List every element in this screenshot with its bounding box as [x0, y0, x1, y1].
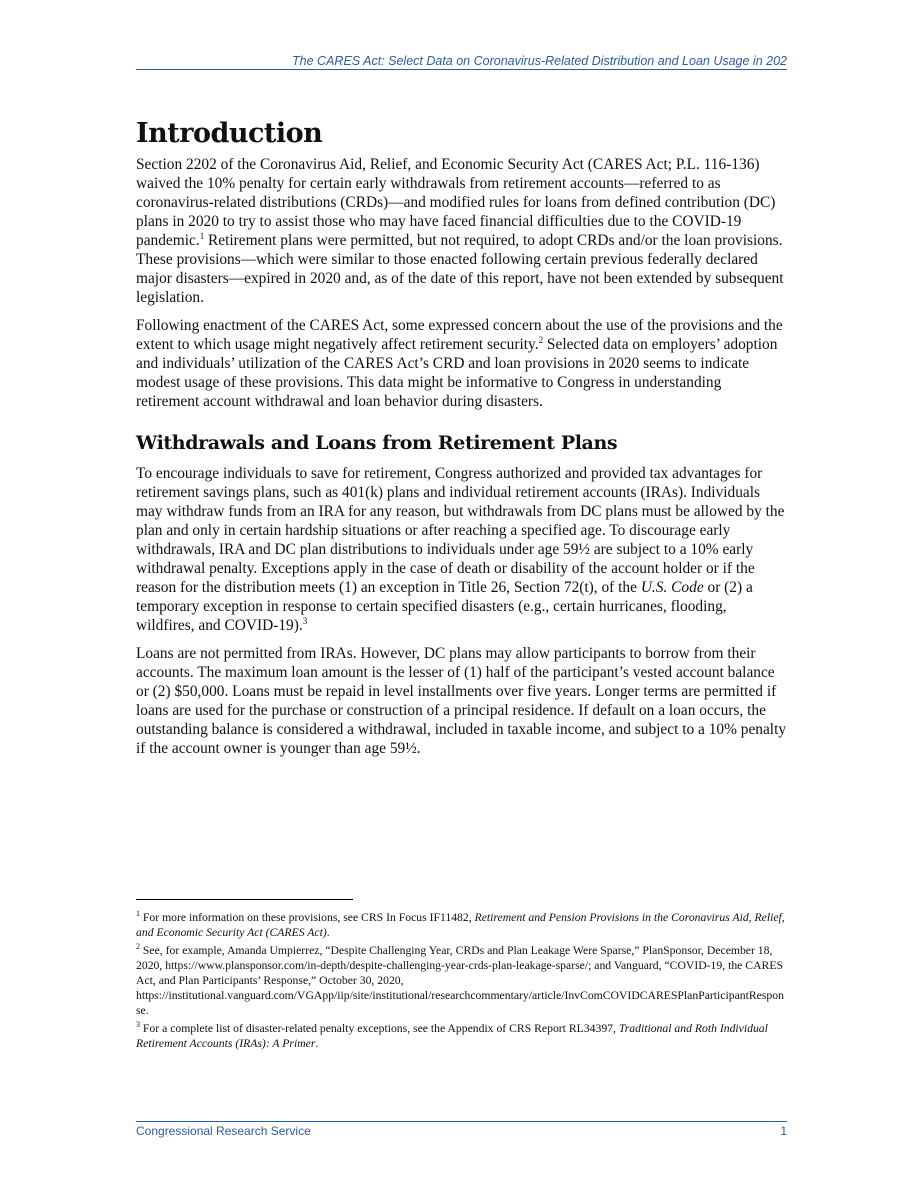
- footnote-3-text: For a complete list of disaster-related penalty exceptions, see the Appendix of CRS Report RL34397,: [140, 1022, 619, 1035]
- footnote-1-title: Retirement and Pension Provisions in the Coronavirus Aid, Relief, and Economic Security Act (CARES Act): [136, 911, 785, 939]
- footnote-divider: [136, 899, 353, 900]
- footnote-2-text[interactable]: See, for example, Amanda Umpierrez, “Despite Challenging Year, CRDs and Plan Leakage Were Sparse,” PlanSponsor, December 18, 2020, https://www.plansponsor.com/in-depth/despite-challenging-year-crds-plan-leakage-sparse/; and Vanguard, “COVID-19, the CARES Act, and Plan Participants’ Response,” October 30, 2020, https://institutional.vanguard.com/VGApp/iip/site/institutional/researchcommentary/article/InvComCOVIDCARESPlanParticipantResponse.: [136, 944, 784, 1017]
- footnote-1-text: For more information on these provisions, see CRS In Focus IF11482,: [140, 911, 475, 924]
- withdrawals-p1-text-a: To encourage individuals to save for retirement, Congress authorized and provided tax advantages for retirement savings plans, such as 401(k) plans and individual retirement accounts (IRAs). Individuals may withdraw funds from an IRA for any reason, but withdrawals from DC plans must be allowed by the plan and only in certain hardship situations or after reaching a specified age. To discourage early withdrawals, IRA and DC plan distributions to individuals under age 59½ are subject to a 10% early withdrawal penalty. Exceptions apply in the case of death or disability of the account holder or if the reason for the distribution meets (1) an exception in Title 26, Section 72(t), of the: [136, 465, 785, 596]
- footer-page-number: 1: [780, 1124, 787, 1138]
- section-heading-introduction: Introduction: [136, 118, 323, 149]
- footnote-1: [136, 910, 788, 940]
- footnote-1-end: .: [326, 926, 330, 939]
- footnote-ref-1[interactable]: 1: [199, 230, 205, 241]
- footnote-3: [136, 1021, 788, 1051]
- intro-p1-text-b: Retirement plans were permitted, but not required, to adopt CRDs and/or the loan provisions. These provisions—which were similar to those enacted following certain previous federally declared major disasters—expired in 2020 and, as of the date of this report, have not been extended by subsequent legislation.: [136, 232, 784, 306]
- intro-p2-text-b: Selected data on employers’ adoption and individuals’ utilization of the CARES Act’s CRD and loan provisions in 2020 seems to indicate modest usage of these provisions. This data might be informative to Congress in understanding retirement account withdrawal and loan behavior during disasters.: [136, 336, 778, 410]
- intro-p1-text-a: Section 2202 of the Coronavirus Aid, Relief, and Economic Security Act (CARES Act; P.L. 116-136) waived the 10% penalty for certain early withdrawals from retirement accounts—referred to as coronavirus-related distributions (CRDs)—and modified rules for loans from defined contribution (DC) plans in 2020 to try to assist those who may have faced financial difficulties due to the COVID-19 pandemic.: [136, 156, 776, 249]
- footnote-ref-3[interactable]: 3: [302, 615, 308, 626]
- footnote-2: [136, 943, 788, 1018]
- footnote-number-3: 3: [136, 1020, 140, 1030]
- section-heading-withdrawals-loans: Withdrawals and Loans from Retirement Plans: [136, 432, 618, 454]
- body-text: [136, 116, 788, 767]
- footnote-ref-2[interactable]: 2: [538, 334, 544, 345]
- footnote-number-2: 2: [136, 942, 140, 952]
- intro-paragraph-1: [136, 155, 788, 307]
- footnote-3-title: Traditional and Roth Individual Retirement Accounts (IRAs): A Primer: [136, 1022, 768, 1050]
- withdrawals-p1-text-b: or (2) a temporary exception in response to certain specified disasters (e.g., certain hurricanes, flooding, wildfires, and COVID-19).: [136, 579, 753, 634]
- withdrawals-paragraph-2: Loans are not permitted from IRAs. However, DC plans may allow participants to borrow from their accounts. The maximum loan amount is the lesser of (1) half of the participant’s vested account balance or (2) $50,000. Loans must be repaid in level installments over five years. Longer terms are permitted if loans are used for the purchase or construction of a principal residence. If default on a loan occurs, the outstanding balance is considered a withdrawal, included in taxable income, and subject to a 10% penalty if the account owner is younger than age 59½.: [136, 645, 787, 757]
- running-header: The CARES Act: Select Data on Coronavirus-Related Distribution and Loan Usage in 202: [292, 54, 787, 68]
- intro-p2-text-a: Following enactment of the CARES Act, some expressed concern about the use of the provisions and the extent to which usage might negatively affect retirement security.: [136, 317, 783, 353]
- withdrawals-paragraph-1: [136, 464, 788, 635]
- footnote-3-end: .: [315, 1037, 319, 1050]
- footnote-number-1: 1: [136, 909, 140, 919]
- us-code-citation: U.S. Code: [640, 579, 704, 596]
- header-divider: [136, 69, 787, 70]
- footer-publisher: Congressional Research Service: [136, 1124, 311, 1138]
- footnotes: [136, 910, 788, 1054]
- footer-divider: [136, 1121, 787, 1122]
- intro-paragraph-2: [136, 316, 788, 411]
